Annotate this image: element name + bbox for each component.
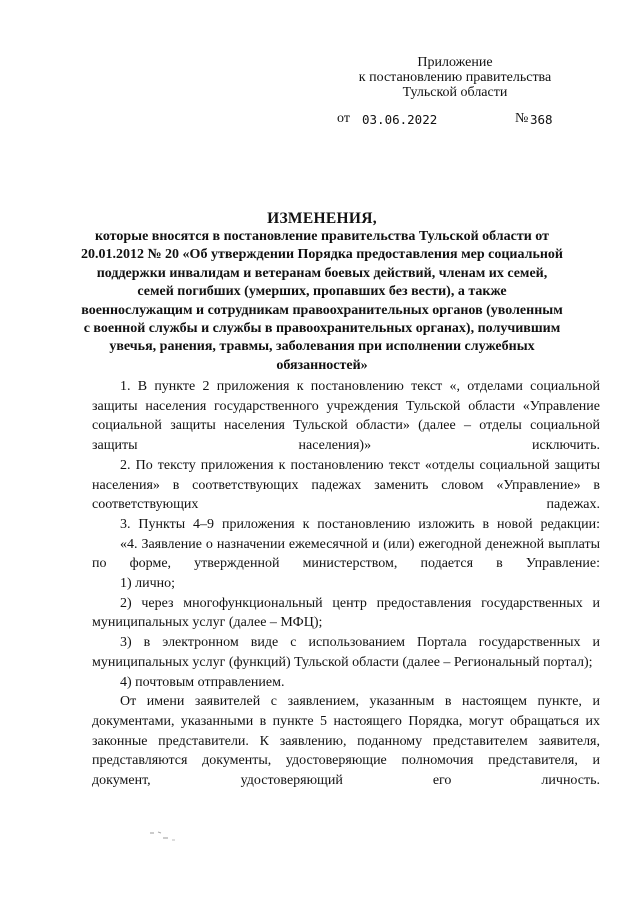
document-subtitle: которые вносятся в постановление правительства Тульской области от 20.01.2012 № 20 «Об утверждении Порядка предоставления мер социальной поддержки инвалидам и ветеранам боевых действий, членам их семей, семей погибших (умерших, пропавших без вести), а также военнослужащим и сотрудникам правоохранительных органов (уволенным с военной службы и службы в правоохранительных органах), получившим увечья, ранения, травмы, заболевания при исполнении служебных обязанностей» <box>80 229 563 373</box>
list-item-4: 4) почтовым отправлением. <box>120 674 285 690</box>
document-body <box>92 377 600 791</box>
document-heading: ИЗМЕНЕНИЯ, <box>267 210 377 227</box>
paragraph-2: 2. По тексту приложения к постановлению текст «отделы социальной защиты населения» в соответствующих падежах заменить словом «Управление» в соответствующих падежах. <box>92 457 600 513</box>
document-date: 03.06.2022 <box>362 112 438 127</box>
appendix-line-3: Тульской области <box>402 85 508 100</box>
date-from-label: от <box>337 111 350 126</box>
list-item-3: 3) в электронном виде с использованием Портала государственных и муниципальных услуг (функций) Тульской области (далее – Региональный портал); <box>92 635 600 670</box>
list-item-1: 1) лично; <box>120 576 176 592</box>
paragraph-4: «4. Заявление о назначении ежемесячной и (или) ежегодной денежной выплаты по форме, утвержденной министерством, подается в Управление: <box>92 536 600 572</box>
paragraph-1: 1. В пункте 2 приложения к постановлению текст «, отделами социальной защиты населения государственного учреждения Тульской области «Управление социальной защиты населения Тульской области» (далее – отделы социальной защиты населения)» исключить. <box>92 379 600 454</box>
document-number: 368 <box>530 112 553 127</box>
paragraph-representatives: От имени заявителей с заявлением, указанным в настоящем пункте, и документами, указанными в пункте 5 настоящего Порядка, могут обращаться их законные представители. К заявлению, поданному представителем заявителя, представляются документы, удостоверяющие полномочия представителя, и документ, удостоверяющий его личность. <box>92 694 600 789</box>
changes-title-block <box>80 210 564 375</box>
scan-smudge-mark <box>148 829 178 843</box>
appendix-header <box>330 55 580 100</box>
appendix-line-2: к постановлению правительства <box>358 70 552 85</box>
paragraph-3: 3. Пункты 4–9 приложения к постановлению изложить в новой редакции: <box>120 516 600 532</box>
number-sign: № <box>515 111 529 126</box>
list-item-2: 2) через многофункциональный центр предоставления государственных и муниципальных услуг (далее – МФЦ); <box>92 595 600 631</box>
appendix-line-1: Приложение <box>417 55 493 70</box>
